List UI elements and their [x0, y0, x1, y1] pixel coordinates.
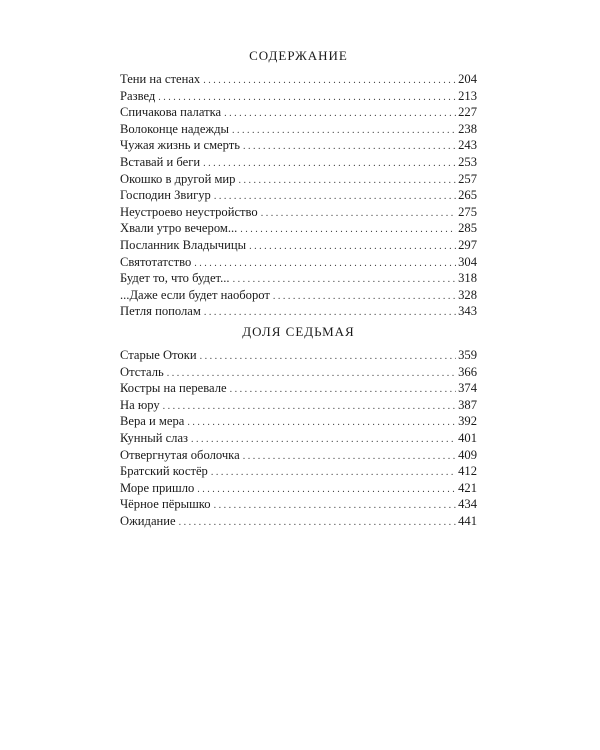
toc-entry-page-number: 297	[458, 237, 477, 252]
toc-entry-title: Вставай и беги	[120, 154, 201, 169]
contents-heading: СОДЕРЖАНИЕ	[249, 48, 348, 63]
dot-leader	[187, 415, 456, 432]
dot-leader	[179, 515, 457, 532]
toc-entry	[120, 397, 477, 414]
toc-entry-page-number: 318	[458, 271, 477, 286]
dot-leader	[243, 139, 456, 156]
toc-entry-page-number: 253	[458, 154, 477, 169]
toc-entry-title: Петля пополам	[120, 304, 201, 319]
toc-entry-title: Старые Отоки	[120, 348, 197, 362]
toc-entry-title: Волоконце надежды	[120, 121, 230, 136]
dot-leader	[204, 305, 456, 322]
toc-entry-title: Тени на стенах	[120, 72, 201, 86]
part-seven-list	[120, 347, 477, 530]
toc-entry-page-number: 401	[458, 430, 477, 445]
toc-entry-title: Кунный слаз	[120, 430, 189, 445]
toc-entry-page-number: 243	[458, 138, 477, 153]
toc-entry-page-number: 285	[458, 221, 477, 236]
toc-entry-title: Господин Звигур	[120, 188, 211, 203]
dot-leader	[211, 465, 456, 482]
toc-entry-title: На юру	[120, 397, 160, 412]
dot-leader	[194, 256, 456, 273]
toc-entry-title: Святотатство	[120, 254, 192, 269]
toc-entry-title: Окошко в другой мир	[120, 171, 236, 186]
toc-entry	[120, 513, 477, 530]
toc-entry	[120, 480, 477, 497]
toc-entry-page-number: 257	[458, 171, 477, 186]
part-seven-heading: ДОЛЯ СЕДЬМАЯ	[242, 324, 355, 339]
dot-leader	[249, 239, 456, 256]
toc-entry	[120, 413, 477, 430]
toc-entry-page-number: 421	[458, 480, 477, 495]
toc-entry	[120, 204, 477, 221]
toc-entry-page-number: 392	[458, 414, 477, 429]
toc-entry-page-number: 409	[458, 447, 477, 462]
dot-leader	[261, 206, 456, 223]
toc-entry	[120, 270, 477, 287]
dot-leader	[203, 73, 456, 90]
toc-entry	[120, 104, 477, 121]
toc-entry	[120, 121, 477, 138]
contents-list	[120, 71, 477, 320]
toc-entry-page-number: 359	[458, 348, 477, 362]
toc-entry-title: Развед	[120, 88, 156, 103]
dot-leader	[203, 156, 456, 173]
toc-entry	[120, 496, 477, 513]
toc-entry	[120, 237, 477, 254]
toc-entry	[120, 88, 477, 105]
dot-leader	[240, 222, 456, 239]
toc-entry	[120, 254, 477, 271]
toc-entry-page-number: 265	[458, 188, 477, 203]
toc-entry-title: Чёрное пёрышко	[120, 497, 211, 512]
toc-entry-title: Отсталь	[120, 364, 164, 379]
toc-entry-page-number: 441	[458, 513, 477, 528]
toc-entry-page-number: 227	[458, 105, 477, 120]
dot-leader	[200, 349, 457, 366]
toc-entry-page-number: 412	[458, 464, 477, 479]
dot-leader	[243, 449, 456, 466]
toc-entry-page-number: 434	[458, 497, 477, 512]
dot-leader	[238, 173, 456, 190]
dot-leader	[214, 498, 457, 515]
toc-entry-title: Вера и мера	[120, 414, 185, 429]
dot-leader	[230, 382, 457, 399]
toc-entry-page-number: 387	[458, 397, 477, 412]
toc-entry-page-number: 328	[458, 287, 477, 302]
toc-entry-page-number: 275	[458, 204, 477, 219]
toc-entry-title: Посланник Владычицы	[120, 237, 247, 252]
toc-entry	[120, 187, 477, 204]
dot-leader	[197, 482, 456, 499]
toc-entry-page-number: 238	[458, 121, 477, 136]
toc-entry	[120, 430, 477, 447]
toc-entry	[120, 463, 477, 480]
toc-entry-title: Море пришло	[120, 480, 195, 495]
toc-entry	[120, 220, 477, 237]
toc-entry	[120, 137, 477, 154]
toc-entry	[120, 447, 477, 464]
toc-entry	[120, 380, 477, 397]
toc-entry-page-number: 204	[458, 72, 477, 86]
toc-entry-title: Хвали утро вечером...	[120, 221, 238, 236]
toc-entry-page-number: 304	[458, 254, 477, 269]
toc-entry	[120, 287, 477, 304]
toc-entry-title: Неустроево неустройство	[120, 204, 258, 219]
toc-entry-title: Чужая жизнь и смерть	[120, 138, 241, 153]
toc-entry-title: Братский костёр	[120, 464, 208, 479]
toc-entry	[120, 303, 477, 320]
toc-entry-page-number: 343	[458, 304, 477, 319]
toc-entry	[120, 347, 477, 364]
toc-entry-page-number: 374	[458, 381, 477, 396]
toc-entry-title: Отвергнутая оболочка	[120, 447, 240, 462]
dot-leader	[232, 123, 456, 140]
toc-entry	[120, 171, 477, 188]
toc-entry	[120, 71, 477, 88]
toc-entry-page-number: 366	[458, 364, 477, 379]
toc-entry-page-number: 213	[458, 88, 477, 103]
dot-leader	[273, 289, 456, 306]
toc-entry-title: Ожидание	[120, 513, 176, 528]
dot-leader	[163, 399, 456, 416]
toc-entry	[120, 154, 477, 171]
dot-leader	[224, 106, 456, 123]
toc-entry-title: Спичакова палатка	[120, 105, 222, 120]
toc-entry-title: Будет то, что будет...	[120, 271, 230, 286]
toc-entry-title: ...Даже если будет наоборот	[120, 287, 270, 302]
toc-entry	[120, 364, 477, 381]
toc-entry-title: Костры на перевале	[120, 381, 227, 396]
